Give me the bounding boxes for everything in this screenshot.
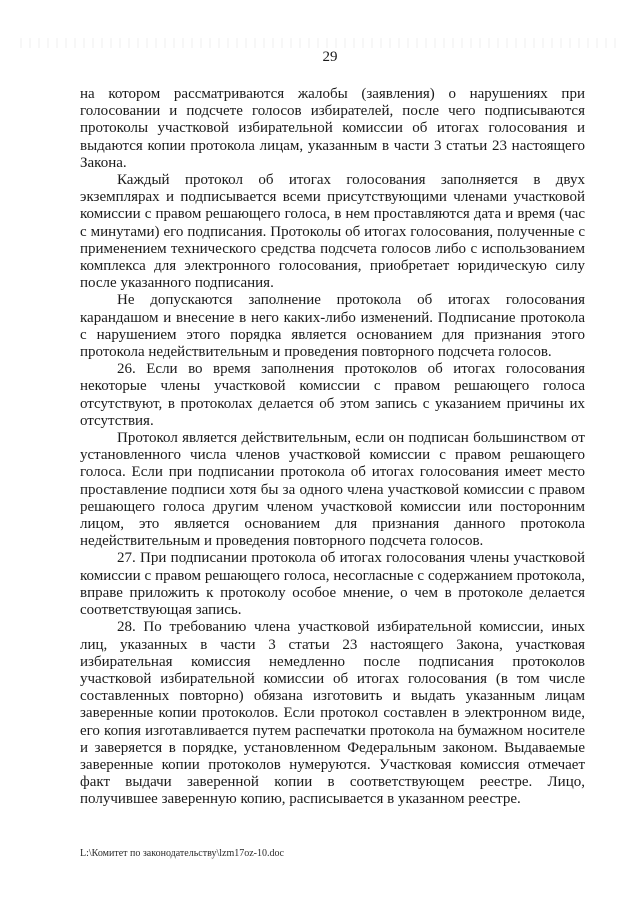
paragraph-protocol-copies: Каждый протокол об итогах голосования заполняется в двух экземплярах и подписывается всеми присутствующими членами участковой комиссии с правом решающего голоса, в нем проставляются дата и время (час с минутами) его подписания. Протоколы об итогах голосования, полученные с применением технического средства подсчета голосов либо с использованием комплекса для электронного голосования, приобретает юридическую силу после указанного подписания. bbox=[80, 172, 585, 292]
page-number: 29 bbox=[322, 49, 338, 65]
paragraph-section-27: 27. При подписании протокола об итогах голосования члены участковой комиссии с правом решающего голоса, несогласные с содержанием протокола, вправе приложить к протоколу особое мнение, о чем в протоколе делается соответствующая запись. bbox=[80, 550, 585, 619]
paragraph-section-28: 28. По требованию члена участковой избирательной комиссии, иных лиц, указанных в части 3 статьи 23 настоящего Закона, участковая избирательная комиссия немедленно после подписания протоколов участковой избирательной комиссии об итогах голосования (в том числе составленных повторно) обязана изготовить и выдать указанным лицам заверенные копии протоколов. Если протокол составлен в электронном виде, его копия изготавливается путем распечатки протокола на бумажном носителе и заверяется в порядке, установленном Федеральным законом. Выдаваемые заверенные копии протоколов нумеруются. Участковая комиссия отмечает факт выдачи заверенной копии в соответствующем реестре. Лицо, получившее заверенную копию, расписывается в указанном реестре. bbox=[80, 619, 585, 808]
paragraph-protocol-validity: Протокол является действительным, если он подписан большинством от установленного числа членов участковой комиссии с правом решающего голоса. Если при подписании протокола об итогах голосования имеет место проставление подписи хотя бы за одного члена участковой комиссии с правом решающего голоса другим членом участковой комиссии или посторонним лицом, это является основанием для признания данного протокола недействительным и проведения повторного подсчета голосов. bbox=[80, 430, 585, 550]
paragraph-continuation: на котором рассматриваются жалобы (заявления) о нарушениях при голосовании и подсчете голосов избирателей, после чего подписываются протоколы участковой избирательной комиссии об итогах голосования и выдаются копии протокола лицам, указанным в части 3 статьи 23 настоящего Закона. bbox=[80, 86, 585, 171]
scan-artifact bbox=[20, 38, 620, 48]
document-body bbox=[80, 86, 585, 809]
paragraph-no-pencil: Не допускаются заполнение протокола об итогах голосования карандашом и внесение в него каких-либо изменений. Подписание протокола с нарушением этого порядка является основанием для признания этого протокола недействительным и проведения повторного подсчета голосов. bbox=[80, 292, 585, 361]
footer-file-path: L:\Комитет по законодательству\lzm17oz-10.doc bbox=[80, 848, 284, 859]
paragraph-section-26: 26. Если во время заполнения протоколов об итогах голосования некоторые члены участковой комиссии с правом решающего голоса отсутствуют, в протоколах делается об этом запись с указанием причины их отсутствия. bbox=[80, 361, 585, 429]
